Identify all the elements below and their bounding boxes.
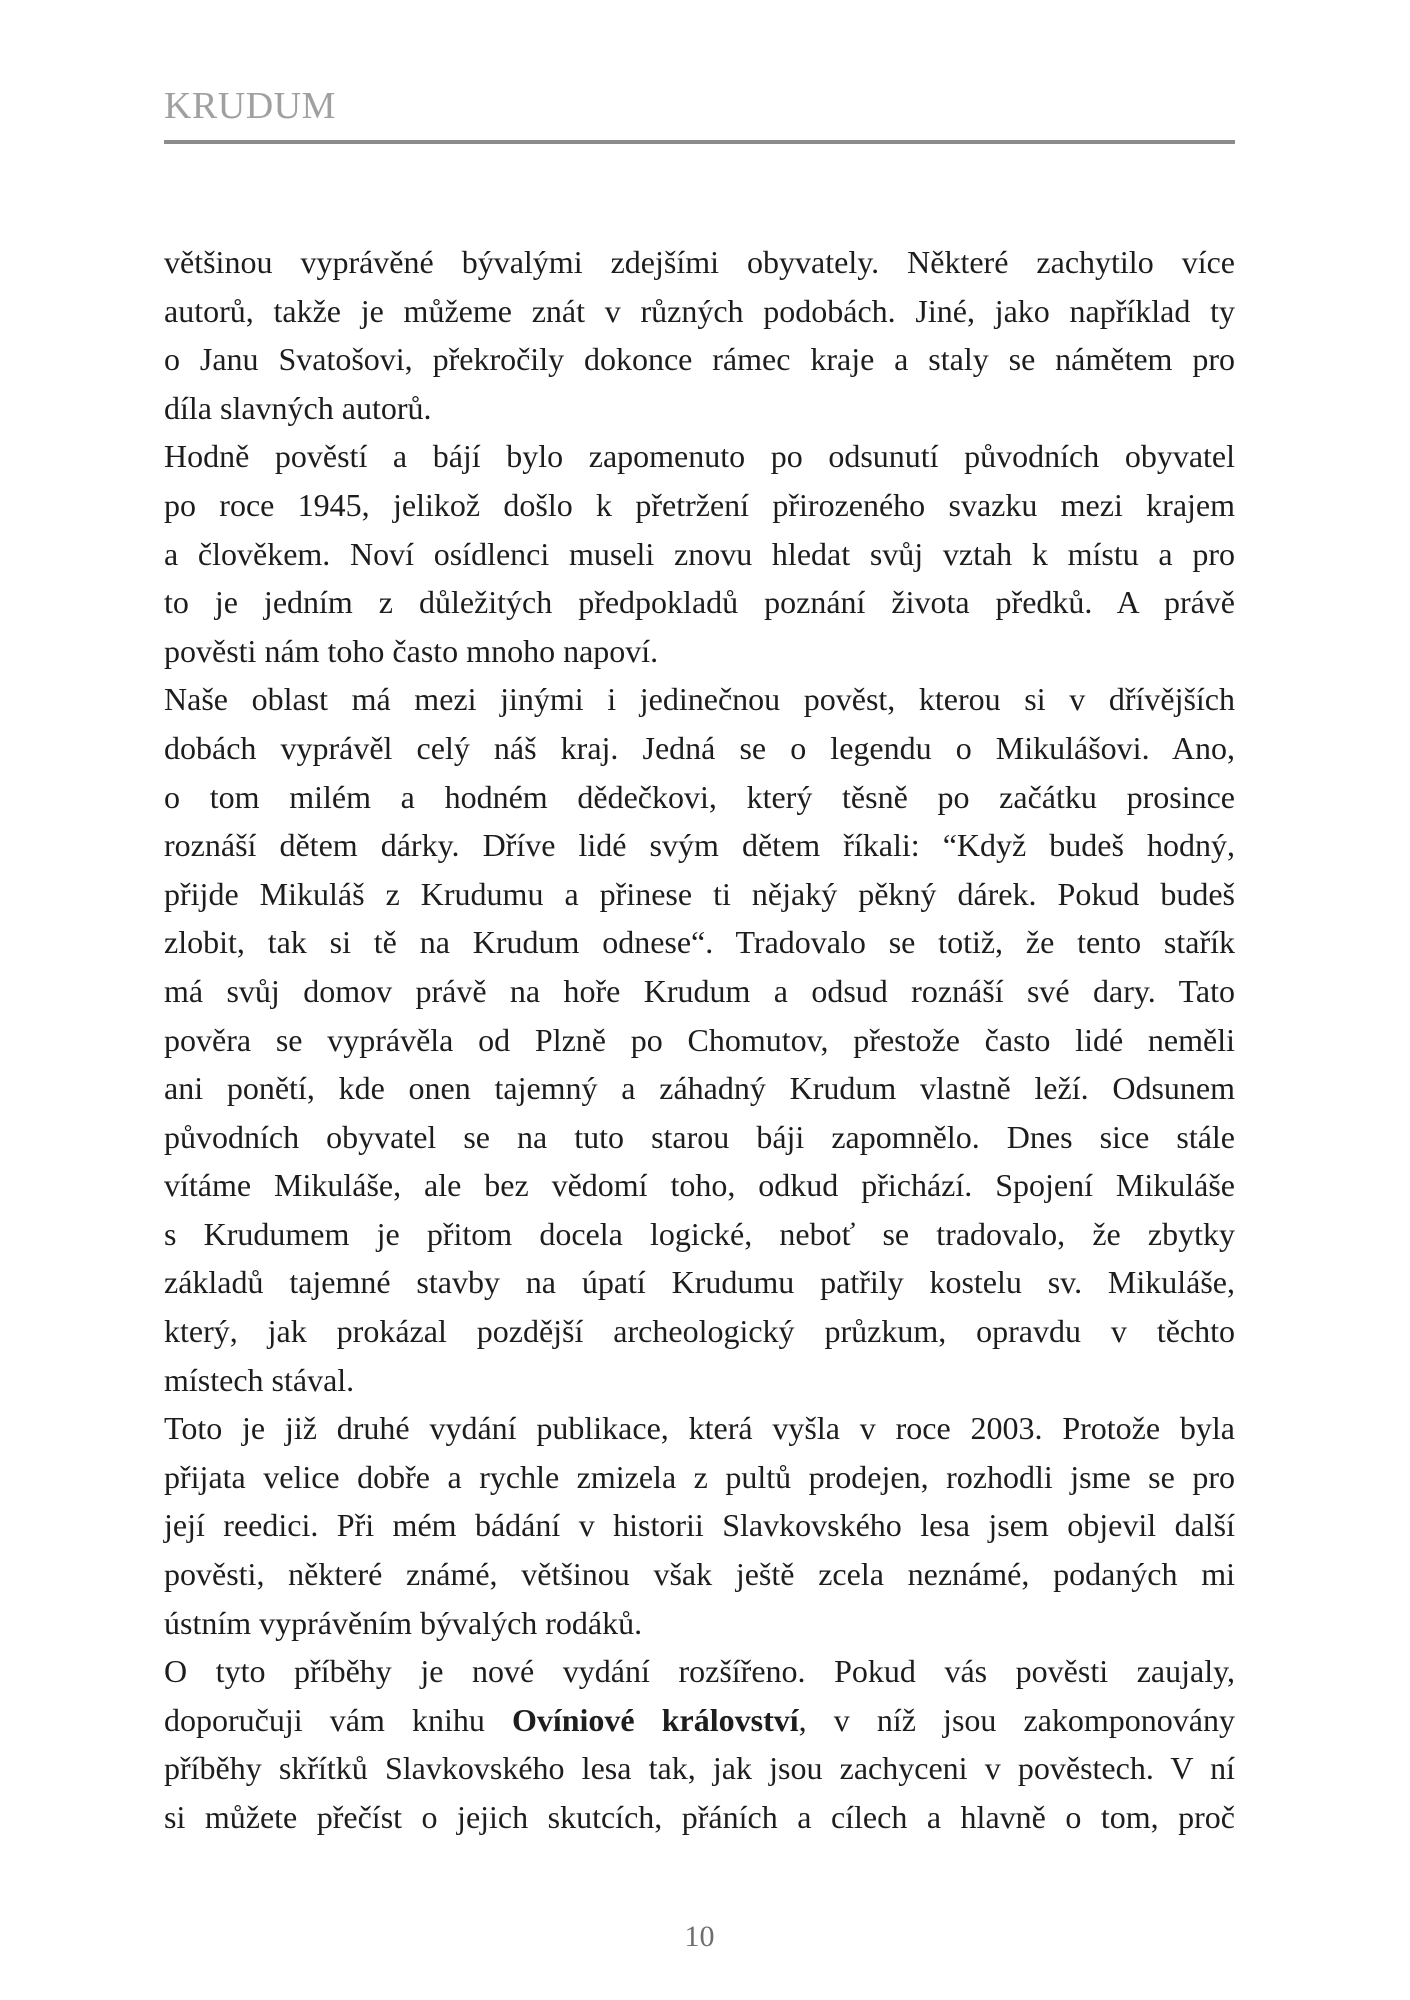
- text-line: [164, 530, 1235, 579]
- text-line: [164, 1210, 1235, 1259]
- text-segment: o tom milém a hodném dědečkovi, který těsně po začátku prosince: [164, 778, 1235, 815]
- text-segment: který, jak prokázal pozdější archeologický průzkum, opravdu v těchto: [164, 1313, 1235, 1350]
- text-line: [164, 1793, 1235, 1842]
- text-segment: ústním vyprávěním bývalých rodáků.: [164, 1604, 643, 1641]
- text-line: [164, 821, 1235, 870]
- text-segment: Hodně pověstí a bájí bylo zapomenuto po odsunutí původních obyvatel: [164, 438, 1235, 475]
- text-segment: to je jedním z důležitých předpokladů poznání života předků. A právě: [164, 584, 1235, 621]
- text-segment: o Janu Svatošovi, překročily dokonce rámec kraje a staly se námětem pro: [164, 341, 1235, 378]
- text-segment: dobách vyprávěl celý náš kraj. Jedná se o legendu o Mikulášovi. Ano,: [164, 729, 1235, 766]
- text-line: [164, 724, 1235, 773]
- book-title-emphasis: Ovíniové království: [511, 1701, 799, 1738]
- text-line: [164, 918, 1235, 967]
- text-line: [164, 384, 1235, 433]
- text-line: [164, 1696, 1235, 1745]
- text-segment: má svůj domov právě na hoře Krudum a odsud roznáší své dary. Tato: [164, 972, 1235, 1009]
- text-segment: díla slavných autorů.: [164, 389, 432, 426]
- text-line: [164, 335, 1235, 384]
- text-line: [164, 1744, 1235, 1793]
- text-line: [164, 1307, 1235, 1356]
- text-segment: její reedici. Při mém bádání v historii Slavkovského lesa jsem objevil další: [164, 1507, 1235, 1544]
- text-line: [164, 1064, 1235, 1113]
- text-line: [164, 675, 1235, 724]
- text-segment: autorů, takže je můžeme znát v různých podobách. Jiné, jako například ty: [164, 292, 1235, 329]
- text-line: [164, 578, 1235, 627]
- text-line: [164, 870, 1235, 919]
- text-line: [164, 627, 1235, 676]
- text-segment: příběhy skřítků Slavkovského lesa tak, jak jsou zachyceni v pověstech. V ní: [164, 1750, 1235, 1787]
- text-segment: pověsti nám toho často mnoho napoví.: [164, 632, 659, 669]
- text-segment: vítáme Mikuláše, ale bez vědomí toho, odkud přichází. Spojení Mikuláše: [164, 1167, 1235, 1204]
- text-segment: O tyto příběhy je nové vydání rozšířeno. Pokud vás pověsti zaujaly,: [164, 1653, 1235, 1690]
- text-segment: základů tajemné stavby na úpatí Krudumu patřily kostelu sv. Mikuláše,: [164, 1264, 1235, 1301]
- text-segment: přijata velice dobře a rychle zmizela z pultů prodejen, rozhodli jsme se pro: [164, 1458, 1235, 1495]
- text-segment: s Krudumem je přitom docela logické, neboť se tradovalo, že zbytky: [164, 1215, 1235, 1252]
- text-line: [164, 1501, 1235, 1550]
- text-line: [164, 287, 1235, 336]
- text-segment: po roce 1945, jelikož došlo k přetržení přirozeného svazku mezi krajem: [164, 486, 1235, 523]
- header-rule-divider: [164, 140, 1235, 144]
- text-segment: zlobit, tak si tě na Krudum odnese“. Tradovalo se totiž, že tento stařík: [164, 924, 1235, 961]
- text-line: [164, 1016, 1235, 1065]
- text-line: [164, 1599, 1235, 1648]
- text-segment: ani ponětí, kde onen tajemný a záhadný Krudum vlastně leží. Odsunem: [164, 1070, 1235, 1107]
- page-number: 10: [684, 1920, 715, 1953]
- text-segment: přijde Mikuláš z Krudumu a přinese ti nějaký pěkný dárek. Pokud budeš: [164, 875, 1235, 912]
- text-line: [164, 967, 1235, 1016]
- text-segment: pověra se vyprávěla od Plzně po Chomutov, přestože často lidé neměli: [164, 1021, 1235, 1058]
- text-line: [164, 1647, 1235, 1696]
- text-line: [164, 1258, 1235, 1307]
- text-line: [164, 481, 1235, 530]
- text-line: [164, 1550, 1235, 1599]
- page-header-title: KRUDUM: [164, 85, 336, 127]
- text-line: [164, 238, 1235, 287]
- text-segment: doporučuji vám knihu: [164, 1701, 512, 1738]
- text-segment: Toto je již druhé vydání publikace, která vyšla v roce 2003. Protože byla: [164, 1410, 1235, 1447]
- text-segment: Naše oblast má mezi jinými i jedinečnou pověst, kterou si v dřívějších: [164, 681, 1235, 718]
- text-line: [164, 1404, 1235, 1453]
- text-segment: a člověkem. Noví osídlenci museli znovu hledat svůj vztah k místu a pro: [164, 535, 1235, 572]
- text-segment: pověsti, některé známé, většinou však ještě zcela neznámé, podaných mi: [164, 1556, 1235, 1593]
- text-line: [164, 1161, 1235, 1210]
- text-segment: místech stával.: [164, 1361, 355, 1398]
- text-segment: , v níž jsou zakomponovány: [798, 1701, 1235, 1738]
- text-segment: si můžete přečíst o jejich skutcích, přáních a cílech a hlavně o tom, proč: [164, 1799, 1235, 1835]
- text-line: [164, 432, 1235, 481]
- text-line: [164, 773, 1235, 822]
- body-text-block: [164, 238, 1235, 1842]
- text-line: [164, 1113, 1235, 1162]
- text-segment: roznáší dětem dárky. Dříve lidé svým dětem říkali: “Když budeš hodný,: [164, 827, 1235, 864]
- text-line: [164, 1453, 1235, 1502]
- text-segment: původních obyvatel se na tuto starou báji zapomnělo. Dnes sice stále: [164, 1118, 1235, 1155]
- text-segment: většinou vyprávěné bývalými zdejšími obyvately. Některé zachytilo více: [164, 244, 1235, 280]
- text-line: [164, 1356, 1235, 1405]
